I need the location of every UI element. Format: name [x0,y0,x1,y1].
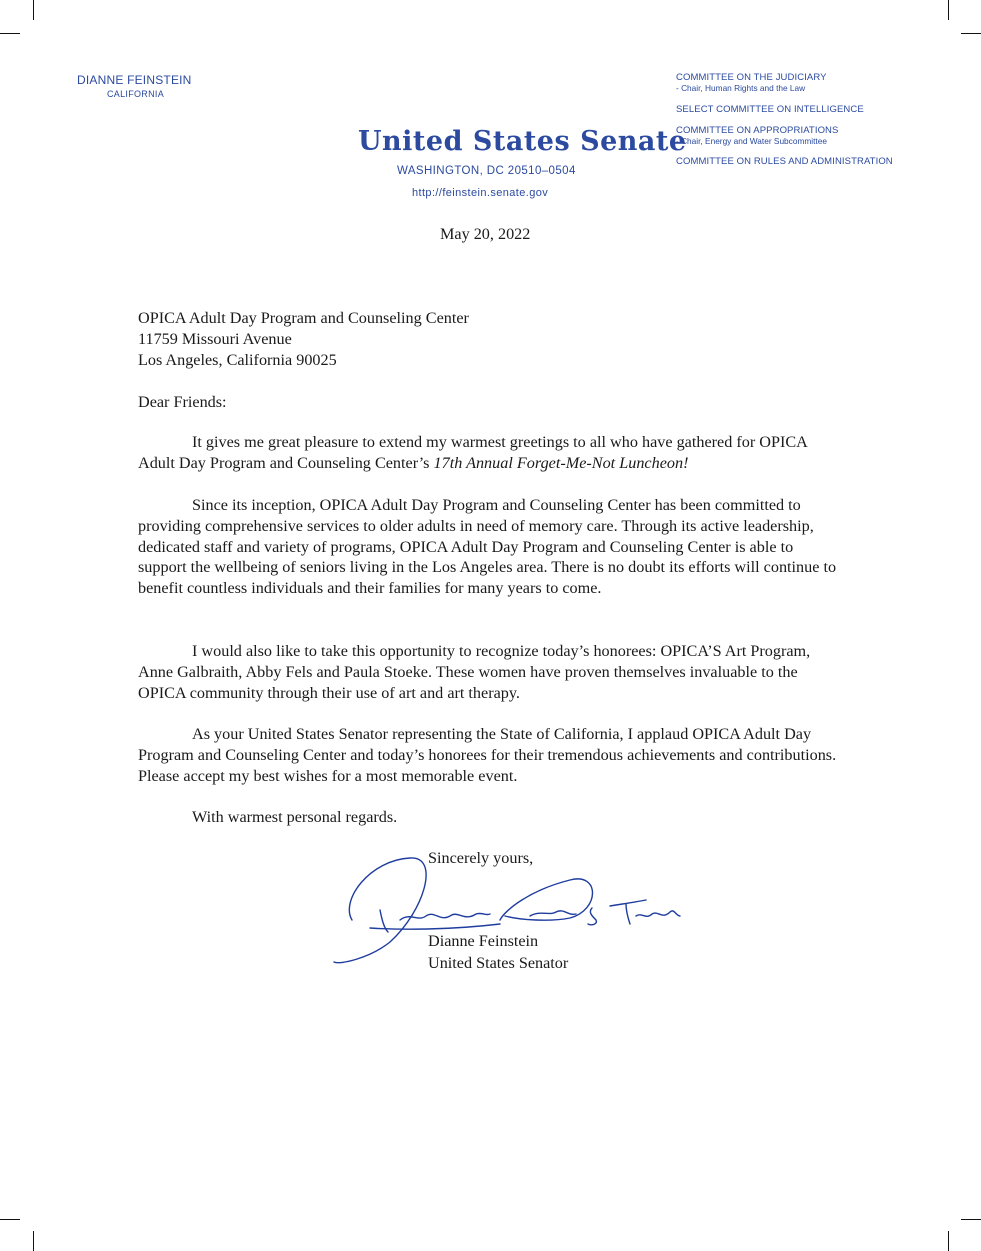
crop-mark [33,0,34,20]
sender-state: CALIFORNIA [107,89,165,99]
senate-address: WASHINGTON, DC 20510–0504 [397,165,576,177]
senate-title: United States Senate [358,126,687,157]
crop-mark [0,1219,20,1220]
committee-rules [676,156,893,167]
committee-intelligence [676,104,864,115]
signatory-name: Dianne Feinstein [428,932,539,950]
sign-off: Sincerely yours, [428,849,534,867]
paragraph-1 [138,432,838,474]
recipient-line: Los Angeles, California 90025 [138,350,337,369]
committee-name: COMMITTEE ON RULES AND ADMINISTRATION [676,156,893,167]
crop-mark [961,33,981,34]
committee-subtitle: - Chair, Human Rights and the Law [676,83,806,93]
crop-mark [961,1219,981,1220]
recipient-address [138,308,838,370]
committee-name: COMMITTEE ON APPROPRIATIONS [676,125,839,136]
signatory-title: United States Senator [428,954,569,972]
paragraph-4: As your United States Senator representing the State of California, I applaud OPICA Adult Day Program and Counseling Center and today’s honorees for their tremendous achievements and contributions. Please accept my best wishes for a most memorable event. [138,725,837,785]
recipient-line: OPICA Adult Day Program and Counseling Center [138,309,469,327]
committee-judiciary [676,72,827,93]
committee-subtitle: - Chair, Energy and Water Subcommittee [676,136,827,146]
handwritten-signature [330,850,690,970]
event-name: 17th Annual Forget-Me-Not Luncheon! [433,453,689,472]
committee-name: SELECT COMMITTEE ON INTELLIGENCE [676,104,864,115]
paragraph-2: Since its inception, OPICA Adult Day Program and Counseling Center has been committed to providing comprehensive services to older adults in need of memory care. Through its active leadership, dedicated staff and variety of programs, OPICA Adult Day Program and Counseling Center is able to support the wellbeing of seniors living in the Los Angeles area. There is no doubt its efforts will continue to benefit countless individuals and their families for many years to come. [138,496,837,598]
paragraph-1-text: It gives me great pleasure to extend my warmest greetings to all who have gathered for OPICA Adult Day Program and Counseling Center’s [138,433,807,472]
senate-url[interactable]: http://feinstein.senate.gov [412,187,549,199]
letter-date: May 20, 2022 [440,225,531,243]
committee-appropriations [676,125,838,146]
sender-name: DIANNE FEINSTEIN [77,73,192,87]
paragraph-3: I would also like to take this opportunity to recognize today’s honorees: OPICA’S Art Program, Anne Galbraith, Abby Fels and Paula Stoeke. These women have proven themselves invaluable to the OPICA community through their use of art and art therapy. [138,642,811,702]
crop-mark [33,1231,34,1251]
crop-mark [948,0,949,20]
committee-name: COMMITTEE ON THE JUDICIARY [676,72,827,83]
crop-mark [0,33,20,34]
salutation: Dear Friends: [138,393,227,411]
crop-mark [948,1231,949,1251]
recipient-line: 11759 Missouri Avenue [138,329,292,348]
closing-regards: With warmest personal regards. [192,808,398,826]
